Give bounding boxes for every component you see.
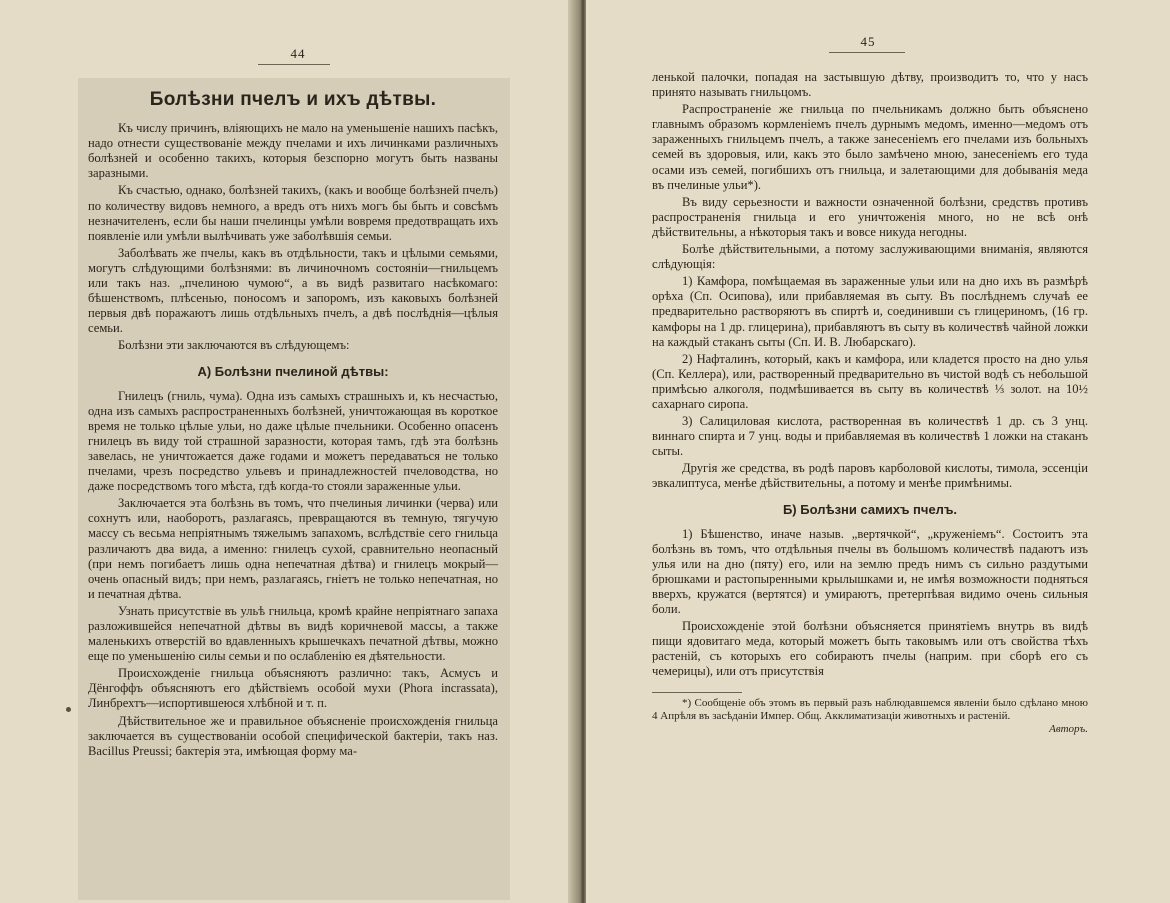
paragraph: Заключается эта болѣзнь въ томъ, что пчелиныя личинки (черва) или сохнутъ или, наоборотъ, разлагаясь, превращаются въ темную, тягучую массу съ весьма непріятнымъ тяжелымъ запахомъ, вслѣдствіе сего гнильца различаютъ два вида, а именно: гнилецъ сухой, сравнительно неопасный (при немъ погибаетъ лишь одна непечатная дѣтва) и гнилецъ мокрый—очень опасный видъ; при немъ, разлагаясь, гніетъ не только непечатная, но и печатная дѣтва. [88, 496, 498, 601]
chapter-title: Болѣзни пчелъ и ихъ дѣтвы. [149, 89, 437, 110]
left-page-body [88, 88, 498, 761]
left-page [0, 0, 578, 903]
paragraph: Узнать присутствіе въ ульѣ гнильца, кромѣ крайне непріятнаго запаха разложившейся непечатной дѣтвы въ видѣ коричневой массы, а также маленькихъ отверстій во вдавленныхъ крышечкахъ печатной дѣтвы, можно еще по уменьшенію силы семьи и по ослабленію ея дѣятельности. [88, 603, 498, 664]
footnote-text: *) Сообщеніе объ этомъ въ первый разъ наблюдавшемся явленіи было сдѣлано мною 4 Апрѣля въ засѣданіи Импер. Общ. Акклиматизаціи животныхъ и растеній. [652, 696, 1088, 722]
footnote-author: Авторъ. [1049, 722, 1088, 735]
footnote-rule [652, 692, 742, 693]
paragraph: Къ числу причинъ, вліяющихъ не мало на уменьшеніе нашихъ пасѣкъ, надо отнести существованіе между пчелами и ихъ личинками различныхъ болѣзней и особенно такихъ, которыя безспорно могутъ быть названы заразными. [88, 121, 498, 181]
paragraph: 1) Камфора, помѣщаемая въ зараженные ульи или на дно ихъ въ размѣрѣ орѣха (Сп. Осипова), или прибавляемая въ сыту. Въ послѣднемъ случаѣ ее предварительно растворяютъ въ спиртѣ и, соединивши съ глицериномъ, (16 гр. камфоры на 1 др. глицерина), прибавляютъ въ сыту въ количествѣ чайной ложки на каждый стаканъ сыты (Сп. И. В. Любарскаго). [652, 274, 1088, 349]
paragraph: Распространеніе же гнильца по пчельникамъ должно быть объяснено главнымъ образомъ кормленіемъ пчелъ дурнымъ медомъ, именно—медомъ отъ зараженныхъ гнильцемъ пчелъ, а также занесеніемъ его пчелами изъ больныхъ семей въ здоровыя, или, какъ это было замѣчено мною, занесеніемъ его туда осами изъ семей, погибшихъ отъ гнильца, и залетающими для добыванія меда въ пчелиные ульи*). [652, 102, 1088, 192]
paragraph: Болѣе дѣйствительными, а потому заслуживающими вниманія, являются слѣдующія: [652, 242, 1088, 272]
ink-spot [66, 707, 71, 712]
section-heading-b: Б) Болѣзни самихъ пчелъ. [782, 501, 958, 517]
paragraph: Гнилецъ (гниль, чума). Одна изъ самыхъ страшныхъ и, къ несчастью, одна изъ самыхъ распространенныхъ болѣзней, уничтожающая въ короткое время не только цѣлые ульи, но даже цѣлые пчельники. Особенно опасенъ гнилецъ въ виду той страшной заразности, которая тамъ, гдѣ эта болѣзнь завелась, не уничтожается даже годами и можетъ передаваться не только пчелами, чрезъ посредство ульевъ и принадлежностей пчеловодства, но даже посредствомъ того мѣста, гдѣ когда-то стояли зараженные ульи. [88, 388, 498, 494]
right-page-number-rule [829, 52, 905, 53]
paragraph: Въ виду серьезности и важности означенной болѣзни, средствъ противъ распространенія гнильца и его уничтоженія много, но не всѣ онѣ дѣйствительны, а нѣкоторыя такъ и вовсе никуда негодны. [652, 194, 1088, 239]
paragraph: Происхожденіе этой болѣзни объясняется принятіемъ внутрь въ видѣ пищи ядовитаго меда, который можетъ быть таковымъ или отъ свойства тѣхъ растеній, съ которыхъ его собираютъ пчелы (наприм. при сборѣ его съ чемерицы), или отъ присутствія [652, 619, 1088, 679]
paragraph: Происхожденіе гнильца объясняютъ различно: такъ, Асмусъ и Дёнгоффъ объясняютъ его дѣйствіемъ особой мухи (Phora incrassata), Линбрехтъ—испортившеюся хлѣбной и т. п. [88, 666, 498, 711]
paragraph: Болѣзни эти заключаются въ слѣдующемъ: [118, 338, 350, 353]
paragraph: 3) Салициловая кислота, растворенная въ количествѣ 1 др. съ 3 унц. виннаго спирта и 7 унц. воды и прибавляемая въ количествѣ 1 ложки на стаканъ сыты. [652, 414, 1088, 459]
footnote [652, 697, 1088, 736]
right-page-body [652, 70, 1088, 736]
paragraph: Дѣйствительное же и правильное объясненіе происхожденія гнильца заключается въ существованіи особой специфической бактеріи, такъ наз. Bacillus Preussi; бактерія эта, имѣющая форму ма- [88, 713, 498, 758]
paragraph: Заболѣвать же пчелы, какъ въ отдѣльности, такъ и цѣлыми семьями, могутъ слѣдующими болѣзнями: въ личиночномъ состояніи—гнильцемъ или такъ наз. „пчелиною чумою“, а въ видѣ развитаго насѣкомаго: бѣшенствомъ, плѣсенью, поносомъ и запоромъ, изъ каковыхъ болѣзней первыя двѣ поражаютъ лишь отдѣльныхъ пчелъ, а двѣ послѣднія—цѣлыя семьи. [88, 245, 498, 336]
left-page-number-rule [258, 64, 330, 65]
right-page [586, 0, 1170, 903]
paragraph: ленькой палочки, попадая на застывшую дѣтву, производитъ то, что у насъ принято называть гнильцомъ. [652, 70, 1088, 100]
paragraph: Къ счастью, однако, болѣзней такихъ, (какъ и вообще болѣзней пчелъ) по количеству видовъ немного, а вредъ отъ нихъ могъ бы быть и совсѣмъ незначителенъ, если бы наши пчелинцы умѣли вовремя предотвращать ихъ появленіе или умѣли вылѣчивать уже заболѣвшія семьи. [88, 183, 498, 243]
paragraph: 1) Бѣшенство, иначе назыв. „вертячкой“, „круженіемъ“. Состоитъ эта болѣзнь въ томъ, что отдѣльныя пчелы въ большомъ количествѣ падаютъ изъ улья или на дно (пяту) его, или на землю предъ нимъ съ сильно раздутыми брюшками и растопыренными крылышками и, не имѣя возможности подняться вверхъ, кружатся (вертятся) и умираютъ, претерпѣвая видимо очень сильныя боли. [652, 526, 1088, 617]
paragraph: Другія же средства, въ родѣ паровъ карболовой кислоты, тимола, эссенціи эвкалиптуса, менѣе дѣйствительны, а потому и менѣе примѣнимы. [652, 461, 1088, 491]
paragraph: 2) Нафталинъ, который, какъ и камфора, или кладется просто на дно улья (Сп. Келлера), или, растворенный предварительно въ чистой водѣ съ небольшой примѣсью алкоголя, подмѣшивается въ сыту въ количествѣ ⅓ золот. на 10½ сахарнаго сиропа. [652, 351, 1088, 411]
left-page-number: 44 [290, 46, 306, 61]
section-heading-a: А) Болѣзни пчелиной дѣтвы: [197, 363, 389, 379]
right-page-number: 45 [860, 34, 876, 49]
